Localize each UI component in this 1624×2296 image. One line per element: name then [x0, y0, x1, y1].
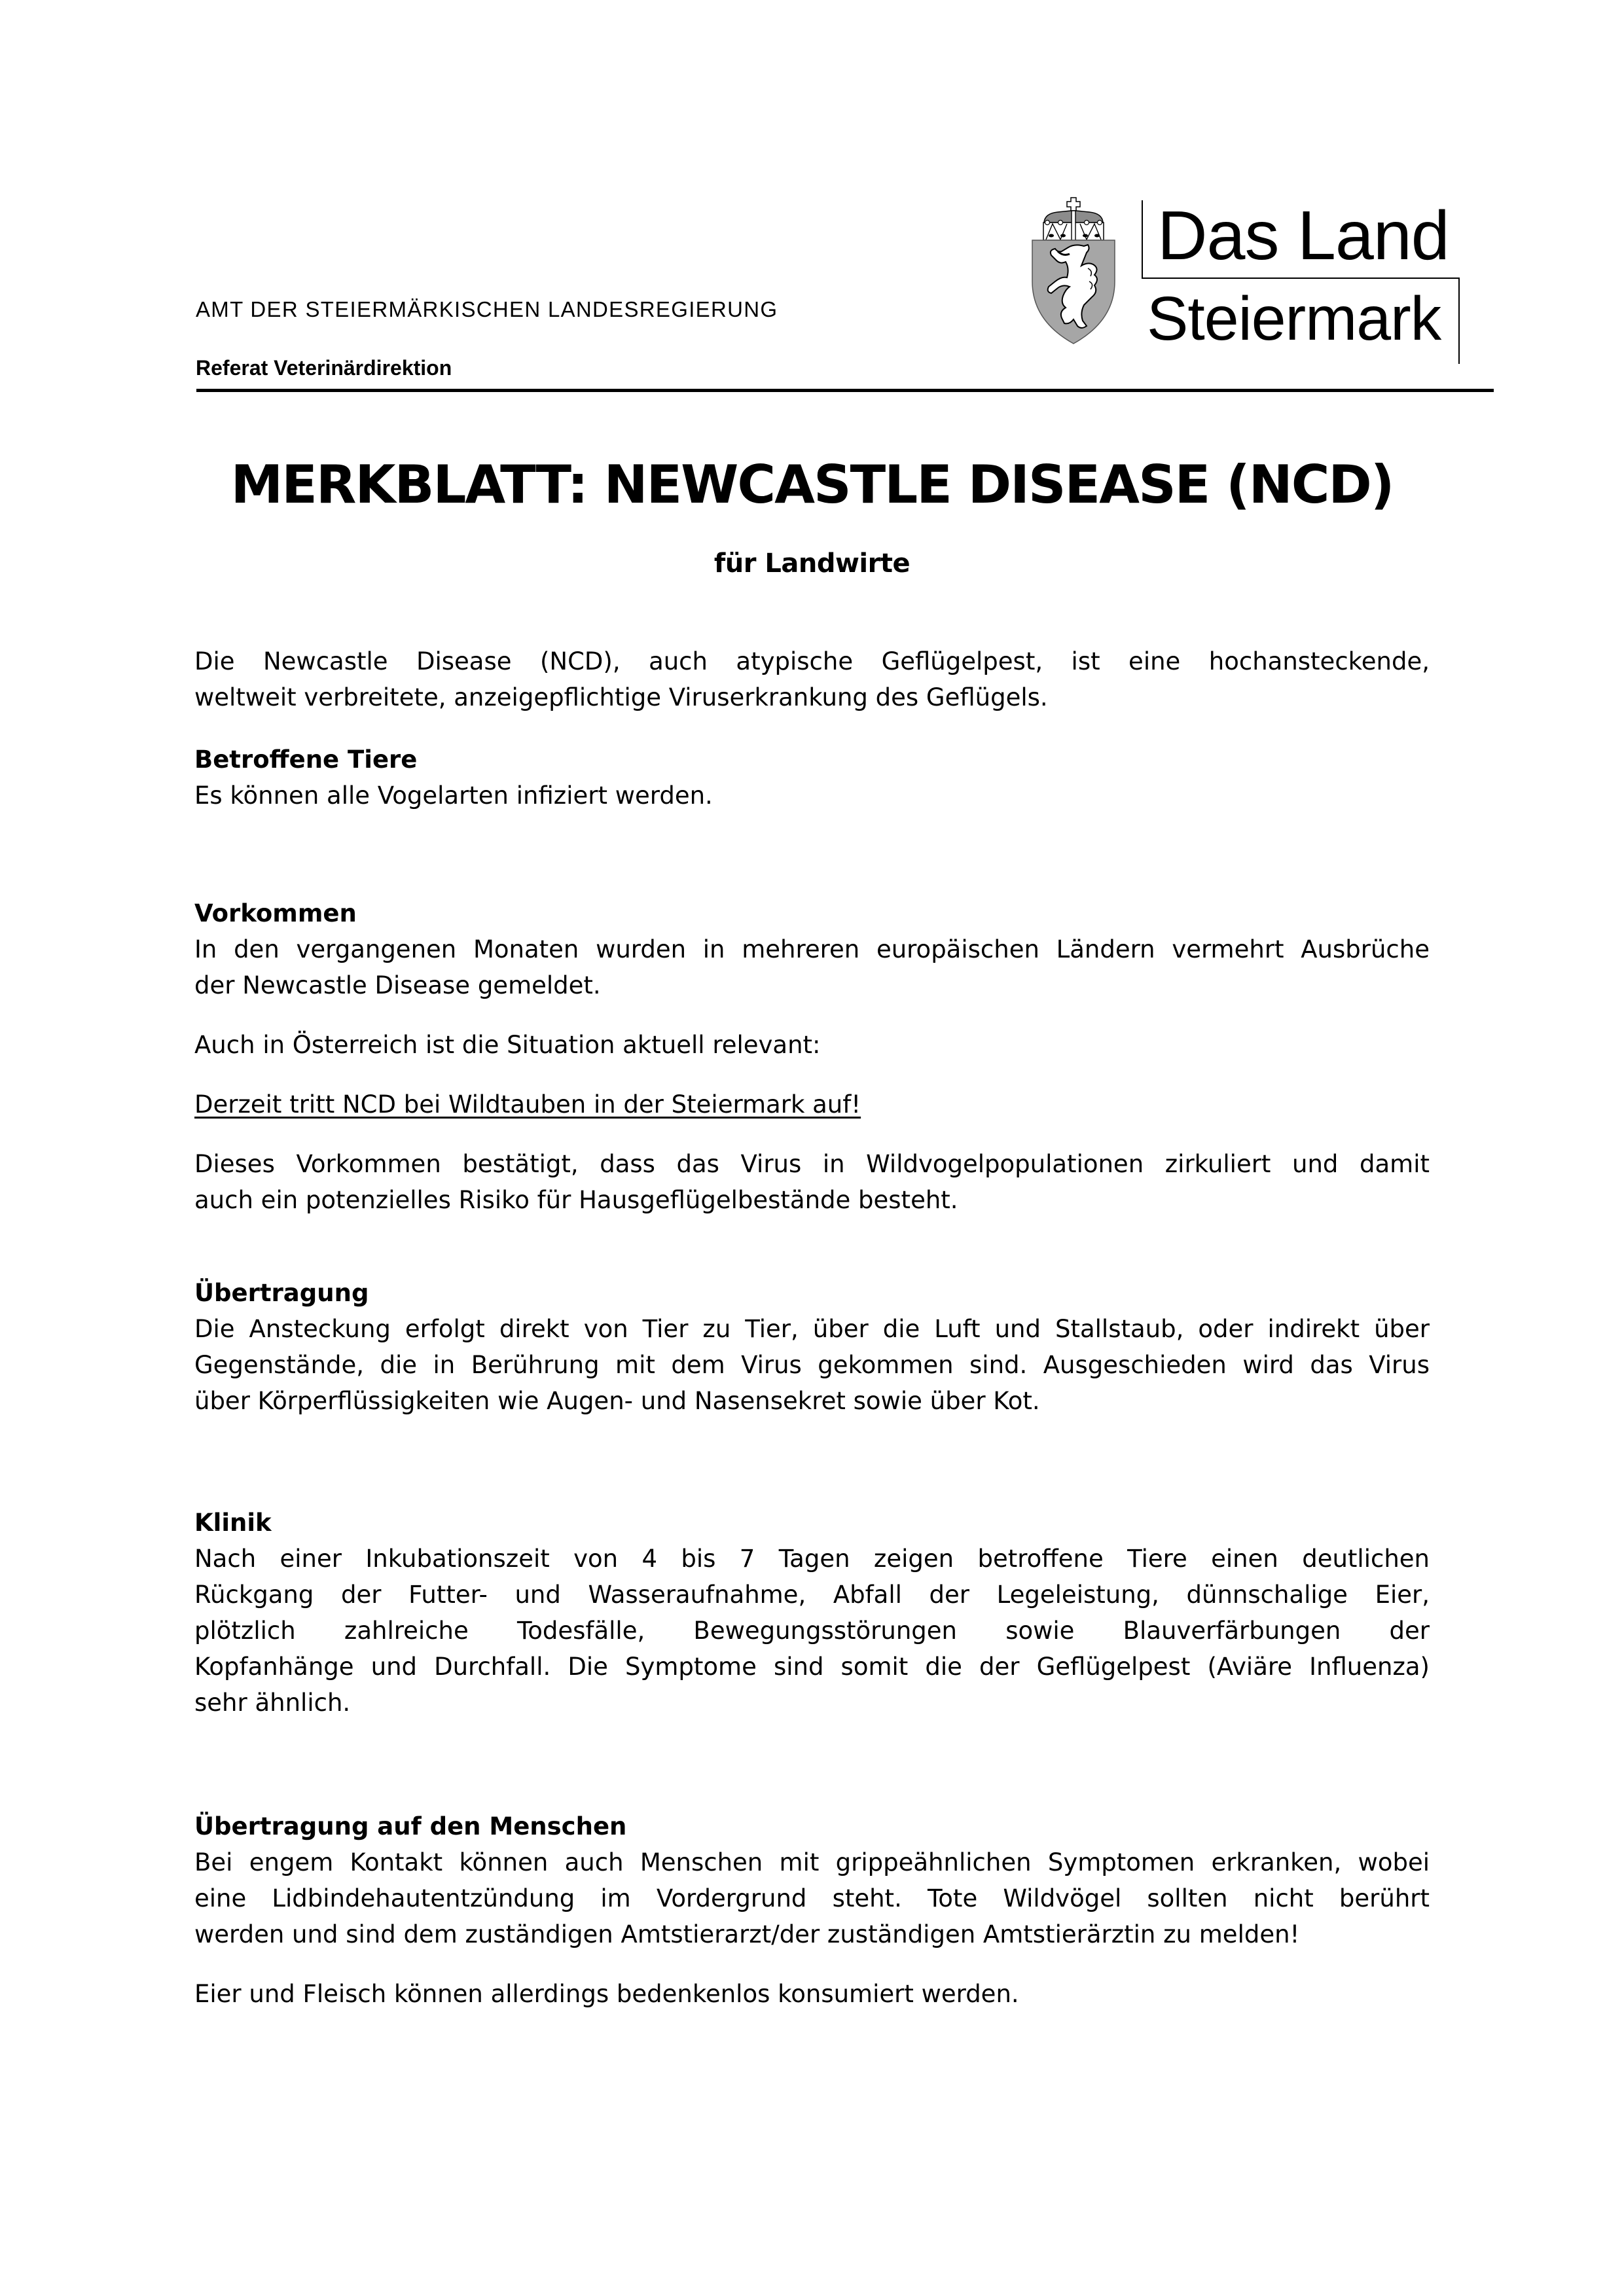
paragraph [194, 1976, 1430, 2012]
logo-text-das-land: Das Land [1157, 197, 1449, 274]
logo-text-steiermark: Steiermark [1147, 284, 1441, 353]
paragraph [194, 778, 1430, 814]
text-line: weltweit verbreitete, anzeigepflichtige Viruserkrankung des Geflügels. [194, 683, 1048, 711]
paragraph [194, 1146, 1430, 1218]
text-line: Nach einer Inkubationszeit von 4 bis 7 Tagen zeigen betroffene Tiere einen deutlichen [194, 1545, 1430, 1573]
section-klinik [194, 1505, 1430, 1721]
text-line: Rückgang der Futter- und Wasseraufnahme, Abfall der Legeleistung, dünnschalige Eier, [194, 1581, 1430, 1609]
logo-frame-middle-line [1142, 278, 1460, 279]
text-line: Die Ansteckung erfolgt direkt von Tier zu Tier, über die Luft und Stallstaub, oder indirekt über [194, 1315, 1430, 1343]
logo-frame-left-line [1142, 200, 1143, 279]
section-intro [194, 643, 1430, 715]
text-line: Die Newcastle Disease (NCD), auch atypische Geflügelpest, ist eine hochansteckende, [194, 647, 1430, 675]
section-uebertragung-menschen [194, 1808, 1430, 2012]
text-line: Gegenstände, die in Berührung mit dem Virus gekommen sind. Ausgeschieden wird das Virus [194, 1351, 1430, 1379]
paragraph [194, 931, 1430, 1003]
section-heading: Übertragung auf den Menschen [194, 1812, 627, 1840]
text-line: In den vergangenen Monaten wurden in mehreren europäischen Ländern vermehrt Ausbrüche [194, 935, 1430, 963]
text-line: eine Lidbindehautentzündung im Vordergrund steht. Tote Wildvögel sollten nicht berührt [194, 1884, 1430, 1912]
text-line: der Newcastle Disease gemeldet. [194, 971, 601, 999]
text-line: Es können alle Vogelarten infiziert werden. [194, 781, 713, 810]
section-heading: Klinik [194, 1509, 272, 1537]
text-line: auch ein potenzielles Risiko für Hausgeflügelbestände besteht. [194, 1186, 958, 1214]
text-line: sehr ähnlich. [194, 1689, 351, 1717]
paragraph [194, 1311, 1430, 1419]
text-line: Eier und Fleisch können allerdings bedenkenlos konsumiert werden. [194, 1980, 1019, 2008]
paragraph [194, 643, 1430, 715]
styrian-panther-coat-of-arms-icon [1032, 196, 1115, 344]
page-title: MERKBLATT: NEWCASTLE DISEASE (NCD) [230, 454, 1394, 515]
page-subtitle: für Landwirte [713, 548, 911, 579]
department-name: Referat Veterinärdirektion [196, 356, 452, 380]
paragraph [194, 1844, 1430, 1952]
text-line: Dieses Vorkommen bestätigt, dass das Virus in Wildvogelpopulationen zirkuliert und damit [194, 1150, 1430, 1178]
paragraph [194, 1027, 1430, 1063]
office-name: AMT DER STEIERMÄRKISCHEN LANDESREGIERUNG [196, 297, 778, 321]
text-line: werden und sind dem zuständigen Amtstierarzt/der zuständigen Amtstierärztin zu melden! [194, 1920, 1300, 1948]
header-divider [196, 389, 1494, 392]
section-betroffene-tiere [194, 742, 1430, 814]
highlighted-paragraph [194, 1086, 1430, 1122]
section-heading: Vorkommen [194, 899, 357, 927]
section-uebertragung [194, 1275, 1430, 1419]
section-vorkommen [194, 895, 1430, 1218]
logo-frame-right-line [1458, 278, 1460, 364]
text-line: Kopfanhänge und Durchfall. Die Symptome sind somit die der Geflügelpest (Aviäre Influenza) [194, 1653, 1430, 1681]
text-line: Derzeit tritt NCD bei Wildtauben in der Steiermark auf! [194, 1090, 861, 1119]
text-line: Bei engem Kontakt können auch Menschen mit grippeähnlichen Symptomen erkranken, wobei [194, 1848, 1430, 1876]
section-heading: Übertragung [194, 1279, 369, 1307]
section-heading: Betroffene Tiere [194, 745, 418, 774]
paragraph [194, 1541, 1430, 1721]
text-line: über Körperflüssigkeiten wie Augen- und Nasensekret sowie über Kot. [194, 1387, 1040, 1415]
text-line: plötzlich zahlreiche Todesfälle, Bewegungsstörungen sowie Blauverfärbungen der [194, 1617, 1430, 1645]
text-line: Auch in Österreich ist die Situation aktuell relevant: [194, 1031, 821, 1059]
